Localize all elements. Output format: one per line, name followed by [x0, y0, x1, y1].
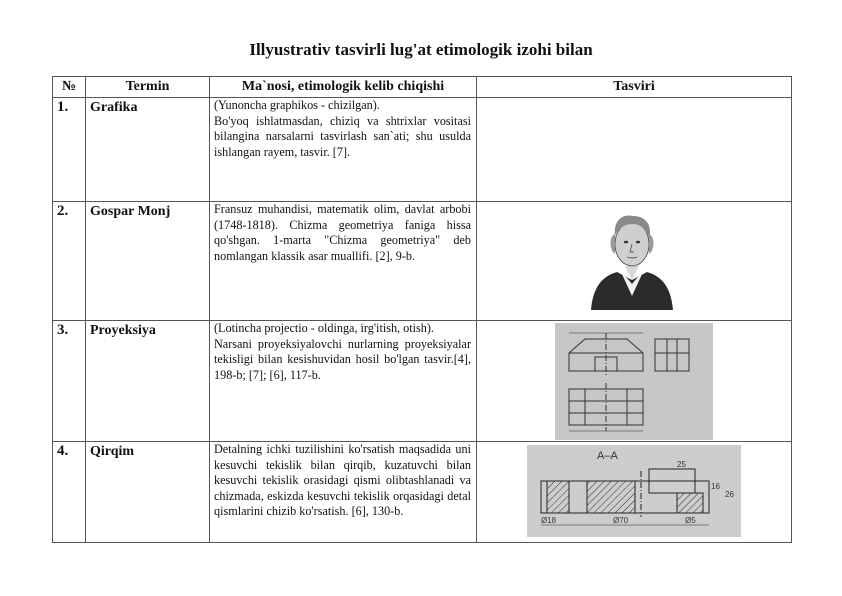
row-meaning — [210, 442, 477, 543]
dim-label: 25 — [677, 460, 686, 469]
header-term: Termin — [86, 77, 210, 98]
row-image-cell — [477, 98, 792, 202]
glossary-table — [52, 76, 792, 543]
dim-label: Ø70 — [613, 516, 629, 525]
row-meaning-text: Detalning ichki tuzilishini ko'rsatish maqsadida uni kesuvchi tekislik bilan qirqib, kuzatuvchi bilan kesuvchi tekislik orasidagi qismi olibtashlanadi va chizmada, eskizda kesuvchi tekislik orqasidagi detal qismlarini chizib ko'rsatish. [6], 130-b. — [214, 442, 471, 518]
dim-label: Ø18 — [541, 516, 557, 525]
row-number: 2. — [53, 202, 86, 321]
row-meaning-text: Bo'yoq ishlatmasdan, chiziq va shtrixlar vositasi bilangina narsalarni tasvirlash san`ati; shu usulda ishlangan rayem, tasvir. [7]. — [214, 113, 471, 159]
header-meaning: Ma`nosi, etimologik kelib chiqishi — [210, 77, 477, 98]
row-meaning-origin: (Yunoncha graphikos - chizilgan). — [214, 98, 380, 112]
row-number: 4. — [53, 442, 86, 543]
dim-label: 26 — [725, 490, 734, 499]
table-row — [53, 202, 792, 321]
row-term: Gospar Monj — [86, 202, 210, 321]
table-row — [53, 442, 792, 543]
header-row — [53, 77, 792, 98]
section-label: A–A — [597, 450, 618, 462]
row-meaning — [210, 202, 477, 321]
table-row — [53, 98, 792, 202]
portrait-image — [587, 206, 677, 310]
row-image-cell — [477, 321, 792, 442]
section-drawing — [527, 445, 741, 537]
row-meaning — [210, 98, 477, 202]
document-title: Illyustrativ tasvirli lug'at etimologik izohi bilan — [249, 40, 593, 59]
header-image: Tasviri — [477, 77, 792, 98]
dim-label: Ø5 — [685, 516, 696, 525]
projection-drawing — [555, 323, 713, 440]
row-image-cell — [477, 442, 792, 543]
row-meaning-text: Fransuz muhandisi, matematik olim, davlat arbobi (1748-1818). Chizma geometriya faniga hissa qo'shgan. 1-marta "Chizma geometriya" deb nomlangan klassik asar muallifi. [2], 9-b. — [214, 202, 471, 263]
row-number: 3. — [53, 321, 86, 442]
table-row — [53, 321, 792, 442]
row-term: Grafika — [86, 98, 210, 202]
row-meaning-origin: (Lotincha projectio - oldinga, irg'itish, otish). — [214, 321, 434, 335]
row-meaning — [210, 321, 477, 442]
row-image-cell — [477, 202, 792, 321]
row-meaning-text: Narsani proyeksiyalovchi nurlarning proyeksiyalar tekisligi bilan kesishuvidan hosil bo'lgan tasvir.[4], 198-b; [7]; [6], 117-b. — [214, 336, 471, 382]
row-term: Proyeksiya — [86, 321, 210, 442]
row-number: 1. — [53, 98, 86, 202]
header-number: № — [53, 77, 86, 98]
dim-label: 16 — [711, 482, 720, 491]
row-term: Qirqim — [86, 442, 210, 543]
